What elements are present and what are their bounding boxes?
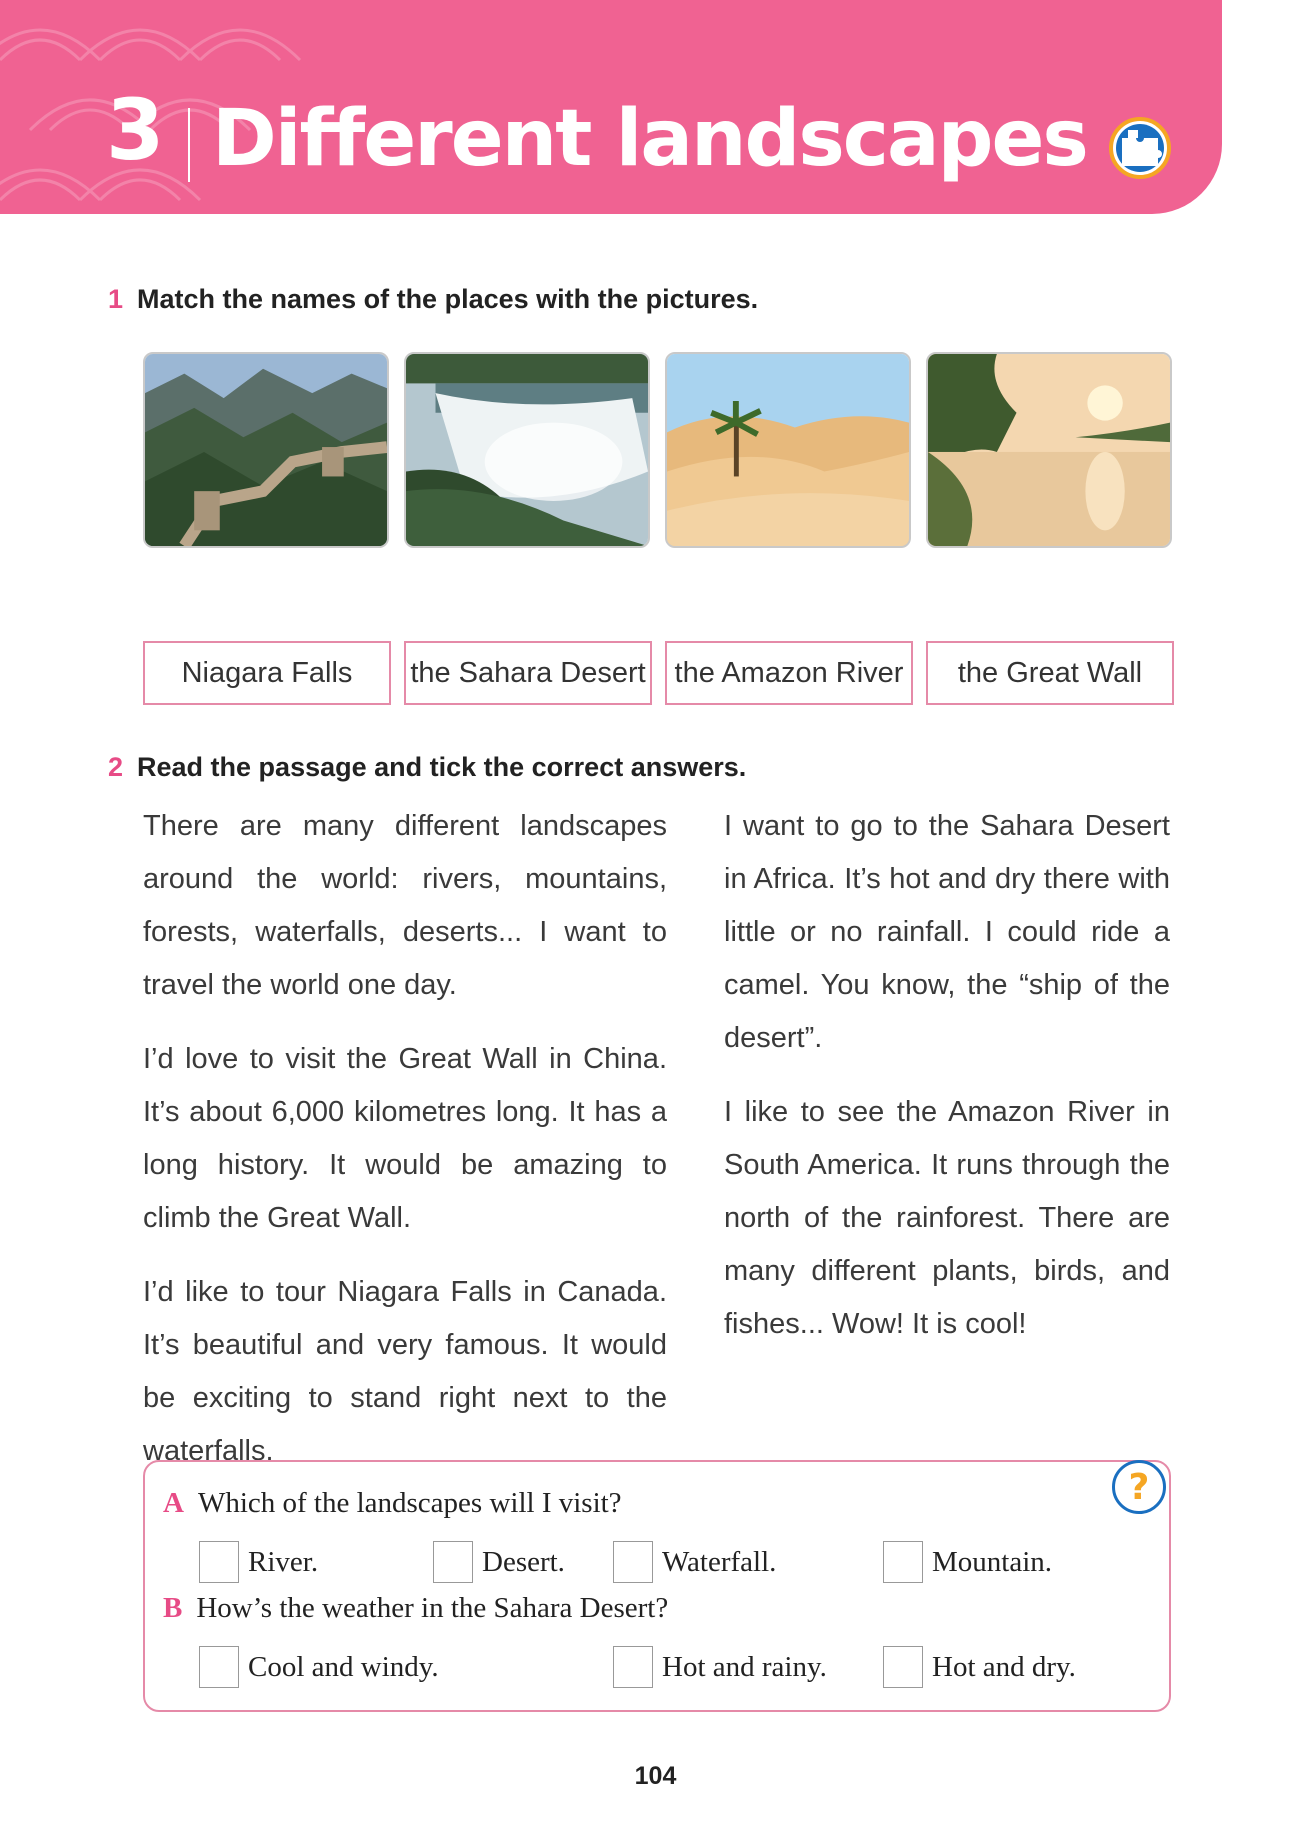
- section-1-number: 1: [108, 284, 124, 314]
- option-label: River.: [248, 1545, 319, 1578]
- checkbox[interactable]: [433, 1541, 473, 1583]
- name-box[interactable]: the Amazon River: [665, 641, 913, 705]
- option-label: Cool and windy.: [248, 1650, 439, 1683]
- checkbox[interactable]: [199, 1646, 239, 1688]
- option-label: Hot and dry.: [932, 1650, 1076, 1683]
- header-banner: [0, 0, 1222, 214]
- passage-paragraph: I’d love to visit the Great Wall in China. It’s about 6,000 kilometres long. It has a long history. It would be amazing to climb the Great Wall.: [143, 1043, 667, 1234]
- river-sunset-photo: [926, 352, 1172, 548]
- option-waterfall[interactable]: [613, 1541, 776, 1583]
- page-title: Different landscapes: [212, 94, 1087, 184]
- question-a-text: Which of the landscapes will I visit?: [197, 1487, 622, 1519]
- name-box[interactable]: the Sahara Desert: [404, 641, 652, 705]
- chapter-number: 3: [106, 81, 165, 179]
- great-wall-photo: [143, 352, 389, 548]
- option-desert[interactable]: [433, 1541, 565, 1583]
- desert-photo: [665, 352, 911, 548]
- option-river[interactable]: [199, 1541, 318, 1583]
- option-hot-and-dry[interactable]: [883, 1646, 1076, 1688]
- section-2-number: 2: [108, 752, 124, 782]
- question-b: [163, 1592, 668, 1625]
- passage-paragraph: There are many different landscapes around the world: rivers, mountains, forests, waterfalls, deserts... I want to travel the world one day.: [143, 810, 667, 1001]
- question-mark-icon: ?: [1112, 1460, 1166, 1514]
- question-b-letter: B: [163, 1592, 183, 1624]
- section-1-instruction: Match the names of the places with the pictures.: [137, 284, 759, 314]
- puzzle-globe-icon: [1108, 116, 1172, 180]
- name-box[interactable]: Niagara Falls: [143, 641, 391, 705]
- option-label: Waterfall.: [662, 1545, 777, 1578]
- option-label: Mountain.: [932, 1545, 1053, 1578]
- name-box[interactable]: the Great Wall: [926, 641, 1174, 705]
- checkbox[interactable]: [883, 1646, 923, 1688]
- option-label: Hot and rainy.: [662, 1650, 827, 1683]
- option-mountain[interactable]: [883, 1541, 1052, 1583]
- passage-left-column: [143, 800, 667, 1499]
- checkbox[interactable]: [613, 1541, 653, 1583]
- question-a-letter: A: [163, 1487, 184, 1519]
- section-2-heading: [108, 752, 746, 783]
- passage-paragraph: I like to see the Amazon River in South America. It runs through the north of the rainforest. There are many different plants, birds, and fishes... Wow! It is cool!: [724, 1096, 1170, 1340]
- question-b-text: How’s the weather in the Sahara Desert?: [196, 1592, 669, 1624]
- section-1-heading: [108, 284, 758, 315]
- passage-paragraph: I’d like to tour Niagara Falls in Canada. It’s beautiful and very famous. It would be exciting to stand right next to the waterfalls.: [143, 1276, 667, 1467]
- checkbox[interactable]: [613, 1646, 653, 1688]
- page-number: 104: [634, 1762, 677, 1790]
- passage-paragraph: I want to go to the Sahara Desert in Africa. It’s hot and dry there with little or no rainfall. I could ride a camel. You know, the “ship of the desert”.: [724, 810, 1170, 1054]
- question-a: [163, 1487, 622, 1520]
- passage-right-column: [724, 800, 1170, 1372]
- title-divider: [188, 108, 190, 182]
- section-2-instruction: Read the passage and tick the correct answers.: [137, 752, 747, 782]
- checkbox[interactable]: [199, 1541, 239, 1583]
- option-label: Desert.: [482, 1545, 565, 1578]
- checkbox[interactable]: [883, 1541, 923, 1583]
- option-hot-and-rainy[interactable]: [613, 1646, 827, 1688]
- waterfall-photo: [404, 352, 650, 548]
- option-cool-and-windy[interactable]: [199, 1646, 439, 1688]
